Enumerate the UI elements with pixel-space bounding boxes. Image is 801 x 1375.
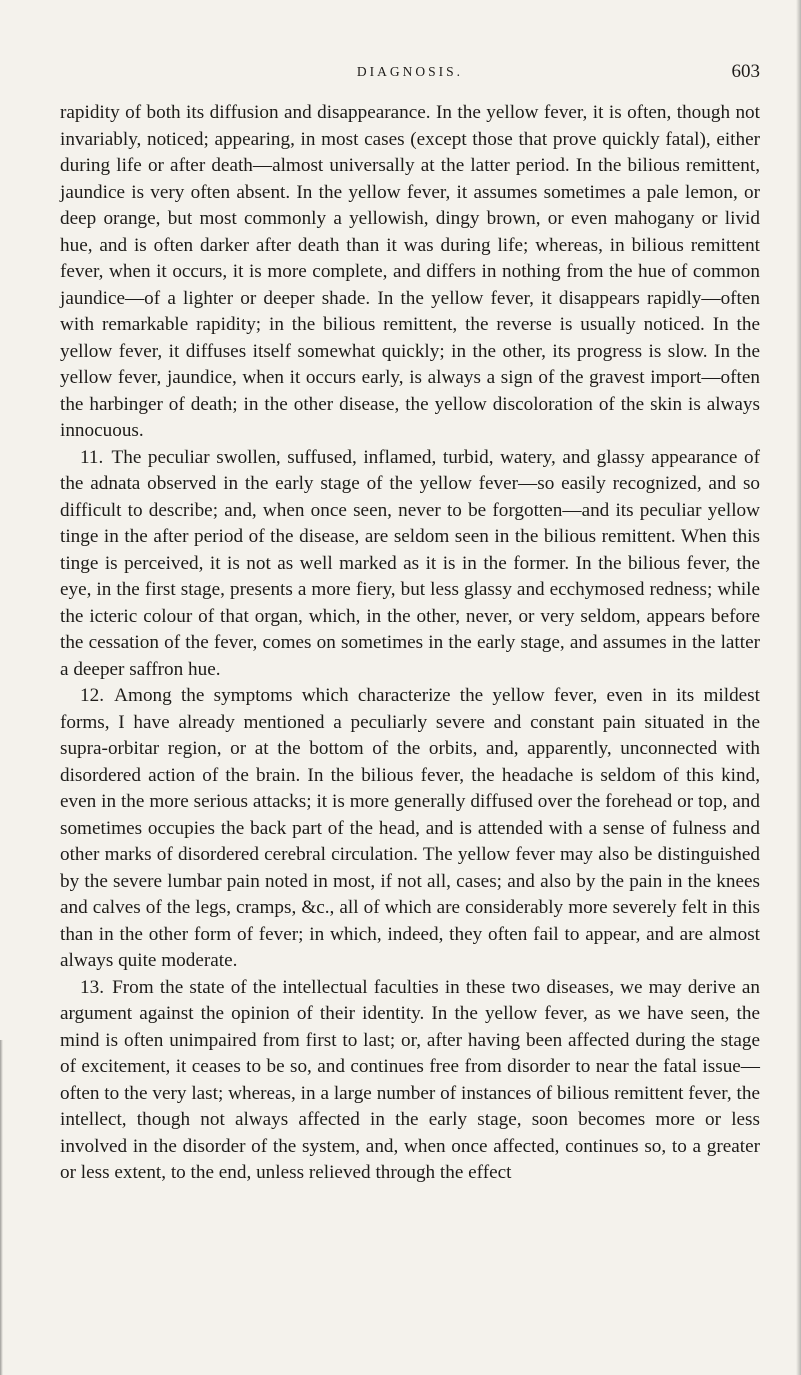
body-text <box>60 100 760 1187</box>
paragraph-text: The peculiar swollen, suffused, inflamed, turbid, watery, and glassy appearance of the adnata observed in the early stage of the yellow fever—so easily recognized, and so difficult to describe; and, when once seen, never to be forgotten—and its peculiar yellow tinge in the after period of the disease, are seldom seen in the bilious remittent. When this tinge is perceived, it is not as well marked as it is in the former. In the bilious fever, the eye, in the first stage, presents a more fiery, but less glassy and ecchymosed redness; while the icteric colour of that organ, which, in the other, never, or very seldom, appears before the cessation of the fever, comes on sometimes in the early stage, and assumes in the latter a deeper saffron hue. <box>60 446 760 680</box>
page-binding-shadow <box>0 1040 3 1375</box>
paragraph-number: 13. <box>80 976 104 998</box>
paragraph-text: From the state of the intellectual faculties in these two diseases, we may derive an argument against the opinion of their identity. In the yellow fever, as we have seen, the mind is often unimpaired from first to last; or, after having been affected during the stage of excitement, it ceases to be so, and continues free from disorder to near the fatal issue—often to the very last; whereas, in a large number of instances of bilious remittent fever, the intellect, though not always affected in the early stage, soon becomes more or less involved in the disorder of the system, and, when once affected, continues so, to a greater or less extent, to the end, unless relieved through the effect <box>60 976 761 1183</box>
paragraph-number: 11. <box>80 446 104 468</box>
paragraph-number: 12. <box>80 685 104 706</box>
running-head: DIAGNOSIS. <box>356 64 464 79</box>
paragraph-continuation: rapidity of both its diffusion and disappearance. In the yellow fever, it is often, though not invariably, noticed; appearing, in most cases (except those that prove quickly fatal), either during life or after death—almost universally at the latter period. In the bilious remittent, jaundice is very often absent. In the yellow fever, it assumes sometimes a pale lemon, or deep orange, but most commonly a yellowish, dingy brown, or even mahogany or livid hue, and is often darker after death than it was during life; whereas, in bilious remittent fever, when it occurs, it is more complete, and differs in nothing from the hue of common jaundice—of a lighter or deeper shade. In the yellow fever, it disappears rapidly—often with remarkable rapidity; in the bilious remittent, the reverse is usually noticed. In the yellow fever, it diffuses itself somewhat quickly; in the other, its progress is slow. In the yellow fever, jaundice, when it occurs early, is always a sign of the gravest import—often the harbinger of death; in the other disease, the yellow discoloration of the skin is always innocuous. <box>60 102 760 441</box>
paragraph-11 <box>60 445 760 684</box>
paragraph-text: Among the symptoms which characterize the yellow fever, even in its mildest forms, I have already mentioned a peculiarly severe and constant pain situated in the supra-orbitar region, or at the bottom of the orbits, and, apparently, unconnected with disordered action of the brain. In the bilious fever, the headache is seldom of this kind, even in the more serious attacks; it is more generally diffused over the forehead or top, and sometimes occupies the back part of the head, and is attended with a sense of fulness and other marks of disordered cerebral circulation. The yellow fever may also be distinguished by the severe lumbar pain noted in most, if not all, cases; and also by the pain in the knees and calves of the legs, cramps, &c., all of which are considerably more severely felt in this than in the other form of fever; in which, indeed, they often fail to appear, and are almost always quite moderate. <box>60 685 760 971</box>
page-number: 603 <box>731 61 760 82</box>
paragraph-12 <box>60 683 760 975</box>
page-header <box>60 61 760 88</box>
paragraph-13 <box>60 975 760 1187</box>
page-edge-shadow <box>796 0 801 1375</box>
